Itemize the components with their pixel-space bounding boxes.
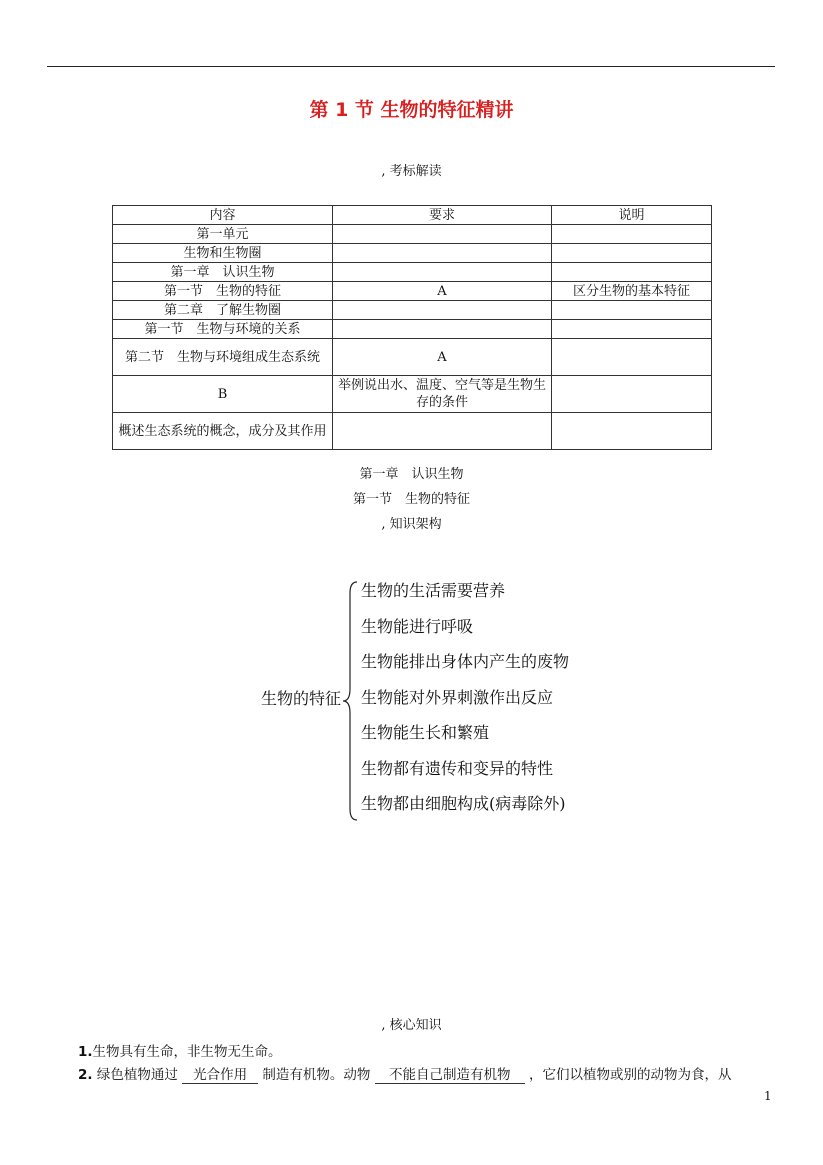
section-heading: 第一节 生物的特征: [352, 492, 470, 507]
standards-table: [112, 205, 712, 450]
diagram-branch: 生物的生活需要营养: [361, 581, 506, 600]
page-title: 第 1 节 生物的特征精讲: [309, 99, 514, 121]
diagram-branch: 生物能进行呼吸: [361, 616, 474, 636]
table-cell: [552, 413, 712, 450]
point-text: ，它们以植物或别的动物为食，从: [529, 1067, 732, 1083]
table-cell: 区分生物的基本特征: [552, 282, 712, 301]
table-cell: 举例说出水、温度、空气等是生物生存的条件: [333, 376, 552, 413]
page-number: 1: [764, 1089, 772, 1103]
exam-standard-heading: , 考标解读: [381, 164, 442, 179]
table-cell: 生物和生物圈: [113, 244, 333, 263]
diagram-branch: 生物能对外界刺激作出反应: [361, 687, 554, 707]
table-cell: [552, 263, 712, 282]
diagram-root-label: 生物的特征: [261, 689, 342, 708]
diagram-branch: 生物能生长和繁殖: [361, 723, 490, 742]
table-cell: 概述生态系统的概念，成分及其作用: [113, 413, 333, 450]
knowledge-diagram: [0, 575, 823, 825]
table-cell: [552, 339, 712, 376]
table-cell: [333, 225, 552, 244]
table-row: [113, 376, 712, 413]
header-rule: [47, 66, 775, 67]
fill-blank-answer: 不能自己制造有机物: [375, 1067, 525, 1084]
curly-brace-icon: [341, 581, 359, 821]
diagram-branch: 生物都由细胞构成(病毒除外): [361, 794, 566, 813]
table-cell: A: [333, 282, 552, 301]
diagram-branch: 生物都有遗传和变异的特性: [361, 758, 554, 778]
table-header-cell: 说明: [552, 206, 712, 225]
table-cell: [333, 244, 552, 263]
point-number: 2.: [78, 1067, 93, 1083]
table-cell: [552, 244, 712, 263]
table-cell: B: [113, 376, 333, 413]
point-text: 绿色植物通过: [96, 1067, 178, 1083]
table-row: [113, 339, 712, 376]
table-cell: 第二章 了解生物圈: [113, 301, 333, 320]
table-cell: A: [333, 339, 552, 376]
table-cell: [552, 301, 712, 320]
point-number: 1.: [78, 1044, 93, 1060]
table-cell: 第一章 认识生物: [113, 263, 333, 282]
table-cell: [552, 376, 712, 413]
table-row: [113, 320, 712, 339]
diagram-branch: 生物能排出身体内产生的废物: [361, 652, 570, 671]
knowledge-point-2: [78, 1063, 732, 1084]
core-knowledge-heading: , 核心知识: [381, 1018, 442, 1033]
table-cell: 第一单元: [113, 225, 333, 244]
diagram-branch-list: [361, 575, 569, 824]
table-row: [113, 413, 712, 450]
table-row: [113, 282, 712, 301]
point-text: 制造有机物。动物: [262, 1067, 371, 1083]
knowledge-framework-heading: , 知识架构: [381, 517, 442, 532]
table-row: [113, 263, 712, 282]
table-cell: 第二节 生物与环境组成生态系统: [113, 339, 333, 376]
chapter-heading: 第一章 认识生物: [359, 467, 464, 482]
knowledge-point-1: [78, 1040, 282, 1060]
table-header-cell: 要求: [333, 206, 552, 225]
table-cell: [333, 320, 552, 339]
table-header-row: [113, 206, 712, 225]
table-cell: [552, 225, 712, 244]
table-cell: [333, 301, 552, 320]
table-cell: 第一节 生物的特征: [113, 282, 333, 301]
table-row: [113, 244, 712, 263]
table-row: [113, 225, 712, 244]
table-cell: [333, 413, 552, 450]
fill-blank-answer: 光合作用: [182, 1067, 258, 1084]
table-cell: [552, 320, 712, 339]
table-cell: 第一节 生物与环境的关系: [113, 320, 333, 339]
table-header-cell: 内容: [113, 206, 333, 225]
table-cell: [333, 263, 552, 282]
table-row: [113, 301, 712, 320]
point-text: 生物具有生命，非生物无生命。: [92, 1044, 282, 1060]
